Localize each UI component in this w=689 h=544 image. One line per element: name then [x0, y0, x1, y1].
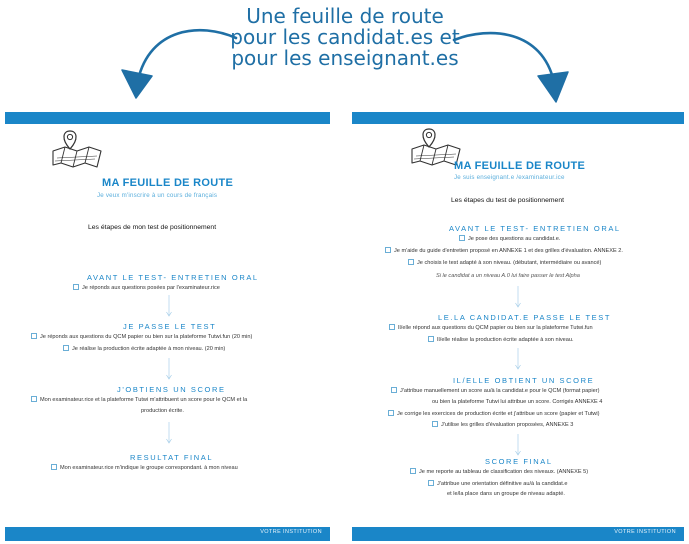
down-connector-icon [166, 295, 172, 317]
right-heading: MA FEUILLE DE ROUTE [454, 160, 586, 172]
checkbox[interactable] [410, 468, 416, 474]
checkbox[interactable] [408, 259, 414, 265]
checkbox[interactable] [63, 345, 69, 351]
right-subheading: Je suis enseignant.e /examinateur.ice [454, 174, 565, 181]
checkbox[interactable] [31, 333, 37, 339]
list-item[interactable]: Il/elle réalise la production écrite adaptée à son niveau. [428, 336, 574, 344]
checkbox[interactable] [432, 421, 438, 427]
list-item[interactable]: Je réponds aux questions du QCM papier ou bien sur la plateforme Tutwi.fun (20 min) [31, 333, 252, 341]
title-line-2: pour les candidat.es et [230, 25, 460, 49]
left-section-1-title: AVANT LE TEST- ENTRETIEN ORAL [87, 273, 259, 282]
down-connector-icon [166, 422, 172, 444]
checkbox[interactable] [428, 480, 434, 486]
list-item-continuation: production écrite. [141, 408, 184, 414]
map-pin-icon [51, 129, 103, 169]
left-section-4-title: RESULTAT FINAL [130, 453, 214, 462]
list-item-continuation: ou bien la plateforme Tutwi lui attribue un score. Corrigés ANNEXE 4 [432, 399, 603, 405]
checkbox[interactable] [385, 247, 391, 253]
checkbox[interactable] [388, 410, 394, 416]
list-item[interactable]: J'attribue manuellement un score au/à la candidat.e pour le QCM (format papier) [391, 387, 599, 395]
checkbox[interactable] [428, 336, 434, 342]
left-curved-arrow-icon [100, 20, 240, 102]
title-line-1: Une feuille de route [246, 4, 444, 28]
list-item[interactable]: Je m'aide du guide d'entretien proposé en ANNEXE 1 et des grilles d'évaluation. ANNEXE 2. [385, 247, 623, 255]
checkbox[interactable] [389, 324, 395, 330]
right-steps-title: Les étapes du test de positionnement [451, 197, 564, 204]
list-item[interactable]: Je me reporte au tableau de classification des niveaux. (ANNEXE 5) [410, 468, 588, 476]
checkbox[interactable] [391, 387, 397, 393]
list-item[interactable]: Il/elle répond aux questions du QCM papier ou bien sur la plateforme Tutwi.fun [389, 324, 593, 332]
list-item[interactable]: Je choisis le test adapté à son niveau. (débutant, intermédiaire ou avancé) [408, 259, 601, 267]
list-item[interactable]: Je réalise la production écrite adaptée à mon niveau. (20 min) [63, 345, 225, 353]
title-line-3: pour les enseignant.es [231, 46, 459, 70]
teacher-roadmap-panel [352, 112, 684, 544]
right-curved-arrow-icon [450, 22, 580, 104]
down-connector-icon [166, 358, 172, 380]
list-item[interactable]: J'attribue une orientation définitive au/à la candidat.e [428, 480, 567, 488]
right-section-4-title: SCORE FINAL [485, 457, 553, 466]
left-heading: MA FEUILLE DE ROUTE [102, 177, 234, 189]
checkbox[interactable] [51, 464, 57, 470]
right-section-1-title: AVANT LE TEST- ENTRETIEN ORAL [449, 224, 621, 233]
list-item[interactable]: Mon examinateur.rice et la plateforme Tutwi m'attribuent un score pour le QCM et la [31, 396, 247, 404]
footer-institution: VOTRE INSTITUTION [260, 529, 322, 535]
left-subheading: Je veux m'inscrire à un cours de français [97, 192, 218, 199]
candidate-roadmap-panel [5, 112, 330, 544]
down-connector-icon [515, 286, 521, 308]
right-section-2-title: LE.LA CANDIDAT.E PASSE LE TEST [438, 313, 612, 322]
checkbox[interactable] [31, 396, 37, 402]
top-bar [352, 112, 684, 124]
list-item[interactable]: Je corrige les exercices de production écrite et j'attribue un score (papier et Tutwi) [388, 410, 600, 418]
checkbox[interactable] [73, 284, 79, 290]
list-item[interactable]: J'utilise les grilles d'évaluation proposées, ANNEXE 3 [432, 421, 573, 429]
page-title [200, 6, 490, 69]
footer-bar [352, 527, 684, 541]
right-section-3-title: IL/ELLE OBTIENT UN SCORE [453, 376, 595, 385]
down-connector-icon [515, 348, 521, 370]
down-connector-icon [515, 434, 521, 456]
note-item: Si le candidat a un niveau A.0 lui faire passer le test Alpha [436, 273, 580, 279]
footer-institution: VOTRE INSTITUTION [614, 529, 676, 535]
top-bar [5, 112, 330, 124]
list-item[interactable]: Je réponds aux questions posées par l'examinateur.rice [73, 284, 220, 292]
left-section-3-title: J'OBTIENS UN SCORE [117, 385, 226, 394]
checkbox[interactable] [459, 235, 465, 241]
list-item[interactable]: Je pose des questions au candidat.e. [459, 235, 560, 243]
left-section-2-title: JE PASSE LE TEST [123, 322, 217, 331]
footer-bar [5, 527, 330, 541]
left-steps-title: Les étapes de mon test de positionnement [88, 224, 217, 231]
list-item-continuation: et le/la place dans un groupe de niveau adapté. [447, 491, 565, 497]
list-item[interactable]: Mon examinateur.rice m'indique le groupe correspondant. à mon niveau [51, 464, 238, 472]
